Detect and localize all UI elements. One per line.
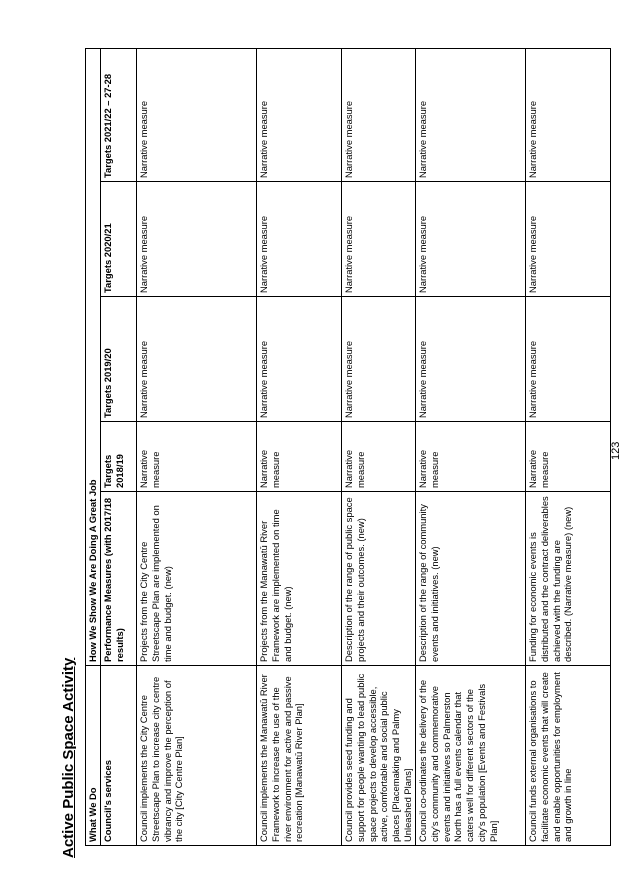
col-header-target-2019-20: Targets 2019/20 bbox=[101, 297, 137, 422]
group-header-how: How We Show We Are Doing A Great Job bbox=[86, 48, 101, 665]
col-header-services: Council's services bbox=[101, 666, 137, 846]
target-cell: Narrative measure bbox=[257, 48, 342, 181]
table-row bbox=[416, 48, 526, 845]
col-header-measures: Performance Measures (with 2017/18 results) bbox=[101, 492, 137, 666]
target-cell: Narrative measure bbox=[416, 297, 526, 422]
target-cell: Narrative measure bbox=[342, 297, 416, 422]
table-row bbox=[137, 48, 257, 845]
col-header-target-2021-28: Targets 2021/22 – 27-28 bbox=[101, 48, 137, 181]
measure-cell: Projects from the Manawatū River Framework are implemented on time and budget. (new) bbox=[257, 492, 342, 666]
page-number: 123 bbox=[610, 441, 622, 460]
target-cell: Narrative measure bbox=[257, 422, 342, 492]
service-cell: Council implements the Manawatū River Framework to increase the use of the river environment for active and passive recreation [Manawatū River Plan] bbox=[257, 666, 342, 846]
table-row bbox=[257, 48, 342, 845]
group-header-row bbox=[86, 48, 101, 845]
target-cell: Narrative measure bbox=[342, 182, 416, 297]
target-cell: Narrative measure bbox=[342, 48, 416, 181]
target-cell: Narrative measure bbox=[137, 422, 257, 492]
target-cell: Narrative measure bbox=[526, 182, 611, 297]
service-cell: Council funds external organisations to facilitate economic events that will create and enable opportunities for employment and growth in line bbox=[526, 666, 611, 846]
target-cell: Narrative measure bbox=[137, 297, 257, 422]
target-cell: Narrative measure bbox=[526, 422, 611, 492]
table-row bbox=[526, 48, 611, 845]
target-cell: Narrative measure bbox=[257, 297, 342, 422]
target-cell: Narrative measure bbox=[137, 182, 257, 297]
measure-cell: Description of the range of community events and initiatives. (new) bbox=[416, 492, 526, 666]
page-title: Active Public Space Activity bbox=[60, 657, 77, 858]
target-cell: Narrative measure bbox=[137, 48, 257, 181]
service-cell: Council co-ordinates the delivery of the city's community and commemorative events and initiatives so Palmerston North has a full events calendar that caters well for different sectors of the city's population [Events and Festivals Plan] bbox=[416, 666, 526, 846]
target-cell: Narrative measure bbox=[526, 297, 611, 422]
group-header-what: What We Do bbox=[86, 666, 101, 846]
measure-cell: Funding for economic events is distributed and the contract deliverables achieved with the funding are described. (Narrative measure) (new) bbox=[526, 492, 611, 666]
table-row bbox=[342, 48, 416, 845]
target-cell: Narrative measure bbox=[342, 422, 416, 492]
column-header-row bbox=[101, 48, 137, 845]
target-cell: Narrative measure bbox=[526, 48, 611, 181]
service-cell: Council provides seed funding and support for people wanting to lead public space projects to develop accessible, active, comfortable and social public places [Placemaking and Palmy Unleashed Plans] bbox=[342, 666, 416, 846]
target-cell: Narrative measure bbox=[416, 48, 526, 181]
col-header-target-2018-19: Targets 2018/19 bbox=[101, 422, 137, 492]
target-cell: Narrative measure bbox=[257, 182, 342, 297]
service-cell: Council implements the City Centre Streetscape Plan to increase city centre vibrancy and improve the perception of the city [City Centre Plan] bbox=[137, 666, 257, 846]
measure-cell: Projects from the City Centre Streetscape Plan are implemented on time and budget. (new) bbox=[137, 492, 257, 666]
target-cell: Narrative measure bbox=[416, 422, 526, 492]
col-header-target-2020-21: Targets 2020/21 bbox=[101, 182, 137, 297]
target-cell: Narrative measure bbox=[416, 182, 526, 297]
measure-cell: Description of the range of public space projects and their outcomes. (new) bbox=[342, 492, 416, 666]
activity-table bbox=[85, 48, 611, 846]
